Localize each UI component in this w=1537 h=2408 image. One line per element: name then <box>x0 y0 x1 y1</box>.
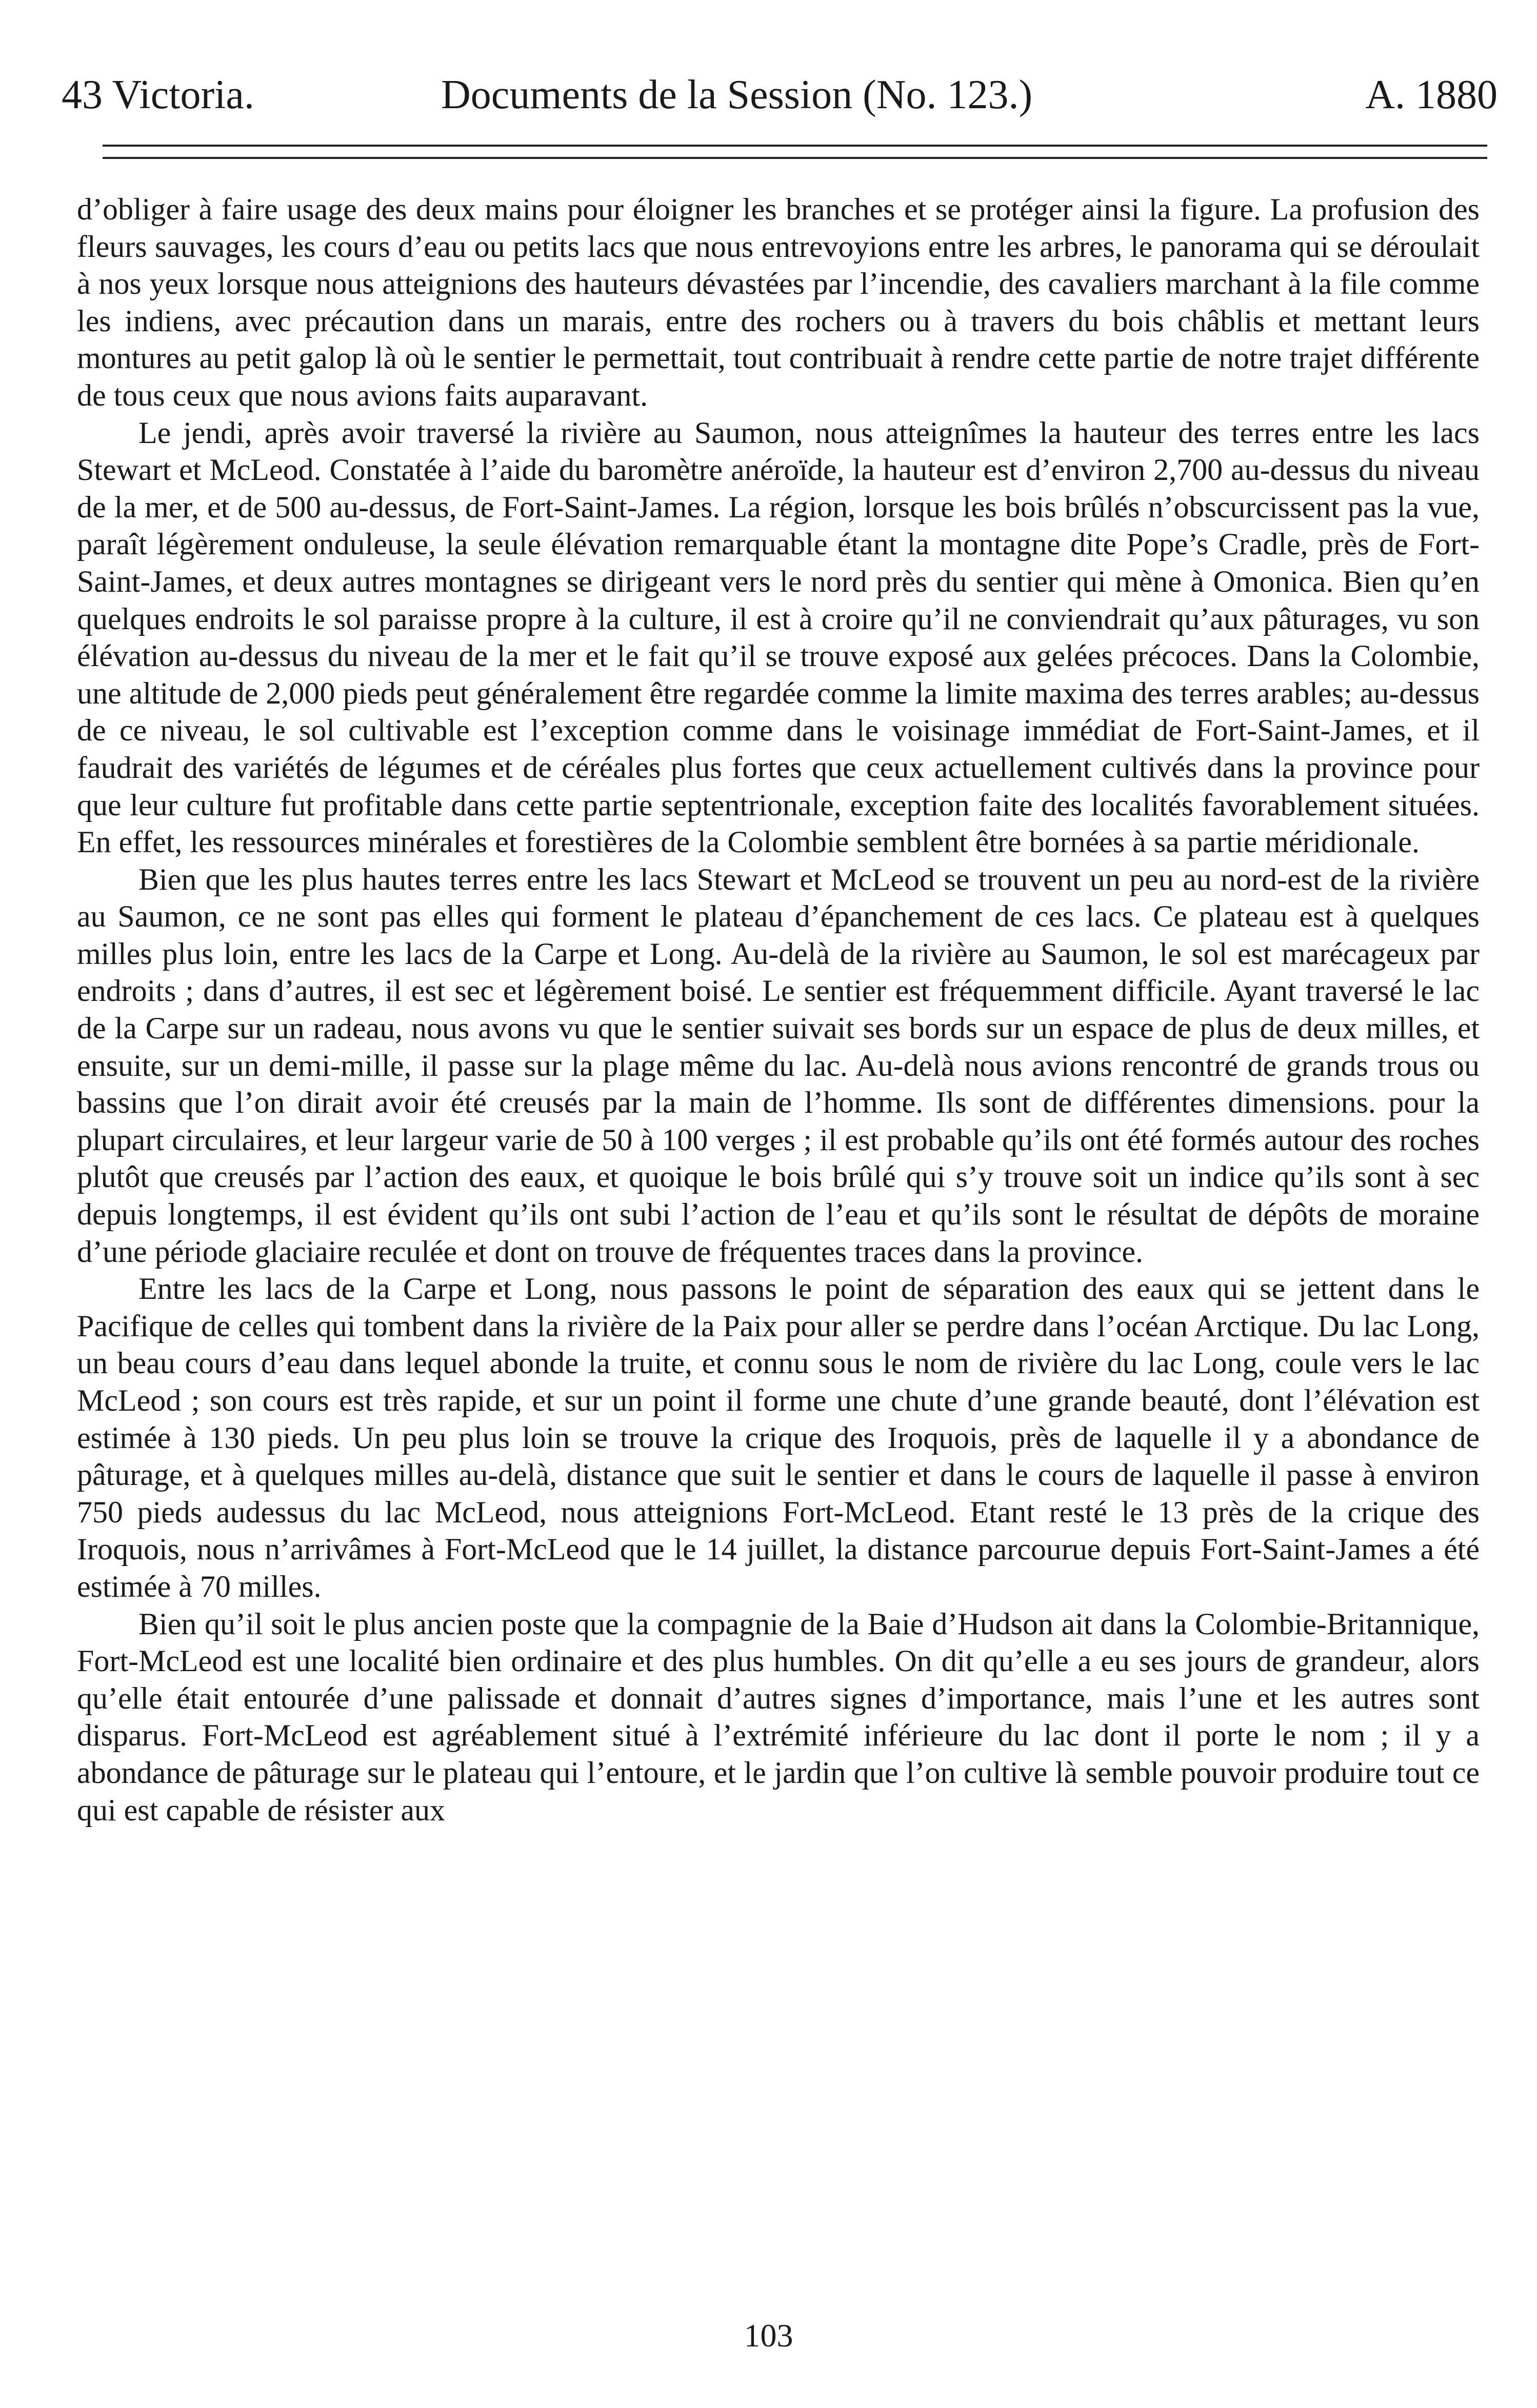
page-header <box>62 62 1498 128</box>
header-rule-bottom <box>103 157 1487 159</box>
page-number: 103 <box>744 2317 793 2354</box>
paragraph-5: Bien qu’il soit le plus ancien poste que la compagnie de la Baie d’Hudson ait dans la Colombie-Britannique, Fort-McLeod est une localité bien ordinaire et des plus humbles. On dit qu’elle a eu ses jours de grandeur, alors qu’elle était entourée d’une palissade et donnait d’autres signes d’importance, mais l’une et les autres sont disparus. Fort-McLeod est agréablement situé à l’extrémité inférieure du lac dont il porte le nom ; il y a abondance de pâturage sur le plateau qui l’entoure, et le jardin que l’on cultive là semble pouvoir produire tout ce qui est capable de résister aux <box>77 1607 1480 1827</box>
paragraph-1: d’obliger à faire usage des deux mains pour éloigner les branches et se protéger ainsi la figure. La profusion des fleurs sauvages, les cours d’eau ou petits lacs que nous entrevoyions entre les arbres, le panorama qui se déroulait à nos yeux lorsque nous atteignions des hauteurs dévastées par l’incendie, des cavaliers marchant à la file comme les indiens, avec précaution dans un marais, entre des rochers ou à travers du bois châblis et mettant leurs montures au petit galop là où le sentier le permettait, tout contribuait à rendre cette partie de notre trajet différente de tous ceux que nous avions faits auparavant. <box>77 192 1480 412</box>
header-rule-top <box>103 145 1487 147</box>
header-session-year: 43 Victoria. <box>62 72 254 117</box>
header-year: A. 1880 <box>1365 72 1498 117</box>
header-document-title: Documents de la Session (No. 123.) <box>441 72 1033 117</box>
paragraph-3: Bien que les plus hautes terres entre les lacs Stewart et McLeod se trouvent un peu au nord-est de la rivière au Saumon, ce ne sont pas elles qui forment le plateau d’épanchement de ces lacs. Ce plateau est à quelques milles plus loin, entre les lacs de la Carpe et Long. Au-delà de la rivière au Saumon, le sol est marécageux par endroits ; dans d’autres, il est sec et légèrement boisé. Le sentier est fréquemment difficile. Ayant traversé le lac de la Carpe sur un radeau, nous avons vu que le sentier suivait ses bords sur un espace de plus de deux milles, et ensuite, sur un demi-mille, il passe sur la plage même du lac. Au-delà nous avions rencontré de grands trous ou bassins que l’on dirait avoir été creusés par la main de l’homme. Ils sont de différentes dimensions. pour la plupart circulaires, et leur largeur varie de 50 à 100 verges ; il est probable qu’ils ont été formés autour des roches plutôt que creusés par l’action des eaux, et quoique le bois brûlé qui s’y trouve soit un indice qu’ils sont à sec depuis longtemps, il est évident qu’ils ont subi l’action de l’eau et qu’ils sont le résultat de dépôts de moraine d’une période glaciaire reculée et dont on trouve de fréquentes traces dans la province. <box>77 862 1480 1269</box>
paragraph-4: Entre les lacs de la Carpe et Long, nous passons le point de séparation des eaux qui se jettent dans le Pacifique de celles qui tombent dans la rivière de la Paix pour aller se perdre dans l’océan Arctique. Du lac Long, un beau cours d’eau dans lequel abonde la truite, et connu sous le nom de rivière du lac Long, coule vers le lac McLeod ; son cours est très rapide, et sur un point il forme une chute d’une grande beauté, dont l’élévation est estimée à 130 pieds. Un peu plus loin se trouve la crique des Iroquois, près de laquelle il y a abondance de pâturage, et à quelques milles au-delà, distance que suit le sentier et dans le cours de laquelle il passe à environ 750 pieds audessus du lac McLeod, nous atteignions Fort-McLeod. Etant resté le 13 près de la crique des Iroquois, nous n’arrivâmes à Fort-McLeod que le 14 juillet, la distance parcourue depuis Fort-Saint-James a été estimée à 70 milles. <box>77 1272 1480 1603</box>
body-text <box>77 191 1480 1829</box>
paragraph-2: Le jendi, après avoir traversé la rivière au Saumon, nous atteignîmes la hauteur des terres entre les lacs Stewart et McLeod. Constatée à l’aide du baromètre anéroïde, la hauteur est d’environ 2,700 au-dessus du niveau de la mer, et de 500 au-dessus, de Fort-Saint-James. La région, lorsque les bois brûlés n’obscurcissent pas la vue, paraît légèrement onduleuse, la seule élévation remarquable étant la montagne dite Pope’s Cradle, près de Fort-Saint-James, et deux autres montagnes se dirigeant vers le nord près du sentier qui mène à Omonica. Bien qu’en quelques endroits le sol paraisse propre à la culture, il est à croire qu’il ne conviendrait qu’aux pâturages, vu son élévation au-dessus du niveau de la mer et le fait qu’il se trouve exposé aux gelées précoces. Dans la Colombie, une altitude de 2,000 pieds peut généralement être regardée comme la limite maxima des terres arables; au-dessus de ce niveau, le sol cultivable est l’exception comme dans le voisinage immédiat de Fort-Saint-James, et il faudrait des variétés de légumes et de céréales plus fortes que ceux actuellement cultivés dans la province pour que leur culture fut profitable dans cette partie septentrionale, exception faite des localités favorablement situées. En effet, les ressources minérales et forestières de la Colombie semblent être bornées à sa partie méridionale. <box>77 415 1480 859</box>
